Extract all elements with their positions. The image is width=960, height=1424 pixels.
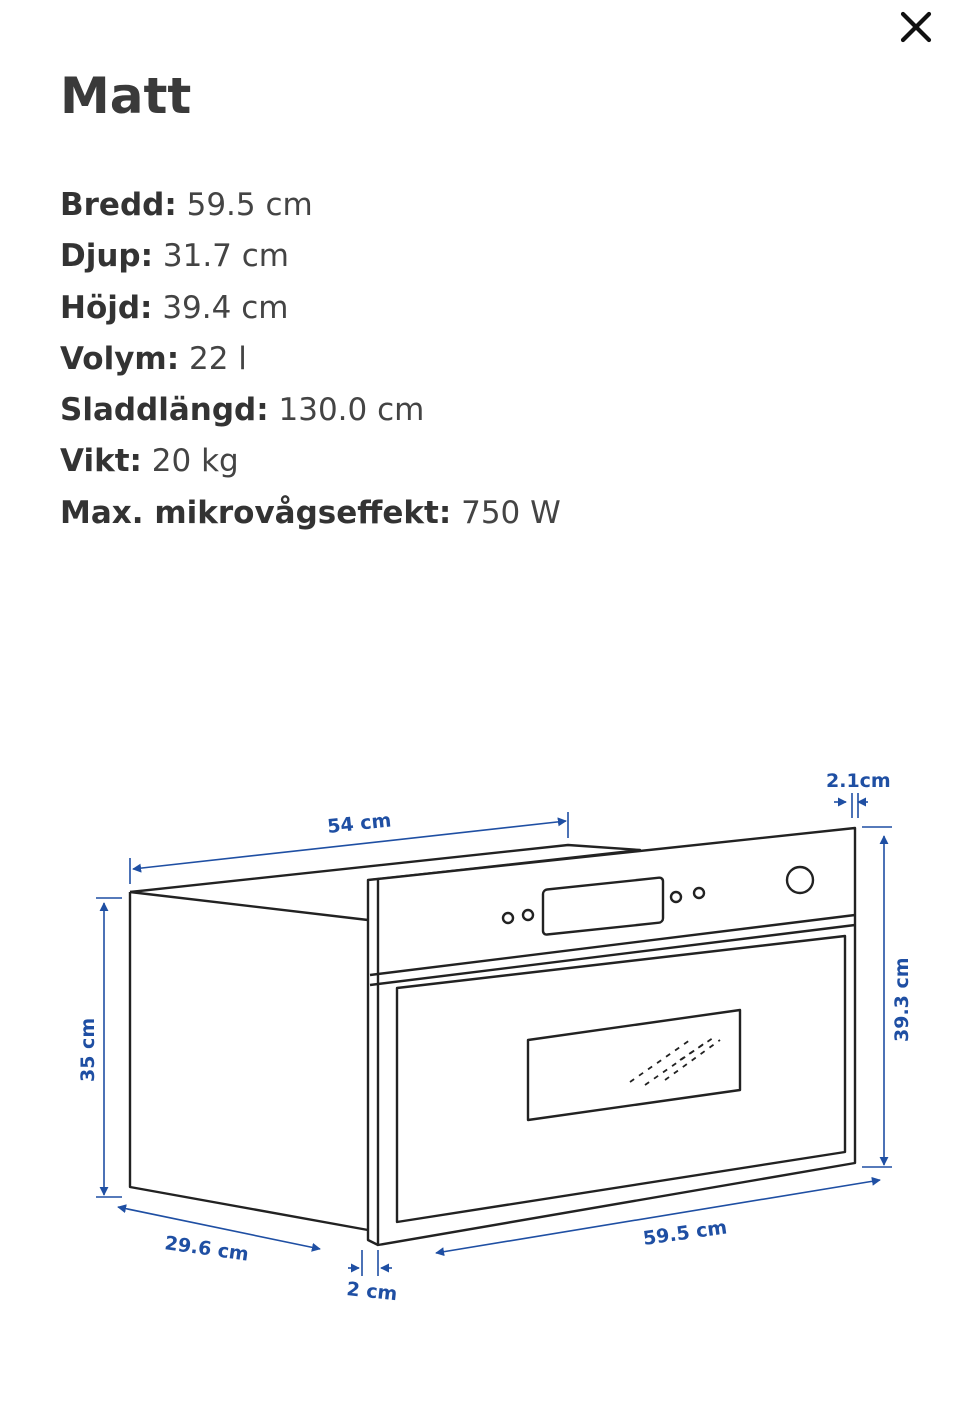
- close-icon: [886, 0, 946, 56]
- spec-key: Djup:: [60, 238, 154, 275]
- spec-row-cord-length: [60, 385, 561, 436]
- spec-key: Höjd:: [60, 289, 153, 326]
- spec-value: 59.5 cm: [186, 187, 313, 223]
- spec-value: 39.4 cm: [162, 289, 289, 326]
- spec-key: Vikt:: [60, 443, 142, 480]
- dim-label-body-height: 35 cm: [77, 1017, 99, 1082]
- dimension-diagram: [0, 740, 960, 1340]
- spec-value: 130.0 cm: [278, 392, 425, 429]
- dim-label-front-thickness: 2 cm: [345, 1278, 399, 1306]
- spec-row-volume: [60, 334, 561, 385]
- dim-label-front-panel-depth: 2.1cm: [826, 770, 891, 792]
- spec-key: Volym:: [60, 340, 180, 377]
- close-button[interactable]: [886, 0, 946, 56]
- dim-label-total-height: 39.3 cm: [891, 957, 913, 1042]
- spec-row-weight: [60, 436, 561, 487]
- spec-row-microwave-power: [60, 488, 561, 539]
- spec-key: Max. mikrovågseffekt:: [60, 494, 452, 531]
- spec-row-height: [60, 283, 561, 334]
- spec-row-width: [60, 180, 561, 231]
- spec-value: 22 l: [189, 340, 247, 377]
- dim-label-top-depth: 54 cm: [326, 809, 393, 838]
- spec-key: Bredd:: [60, 187, 177, 223]
- dim-label-front-width: 59.5 cm: [641, 1216, 729, 1250]
- page-title: Matt: [60, 67, 192, 125]
- housing-side: [130, 892, 368, 1230]
- spec-value: 750 W: [461, 494, 561, 531]
- spec-value: 31.7 cm: [162, 238, 289, 275]
- dim-label-side-depth: 29.6 cm: [163, 1232, 251, 1266]
- spec-value: 20 kg: [151, 443, 239, 480]
- spec-key: Sladdlängd:: [60, 392, 269, 429]
- spec-row-depth: [60, 231, 561, 282]
- housing-top-back: [130, 892, 368, 920]
- microwave-drawing: [130, 828, 855, 1245]
- spec-list: [60, 180, 561, 539]
- front-panel: [368, 828, 855, 1245]
